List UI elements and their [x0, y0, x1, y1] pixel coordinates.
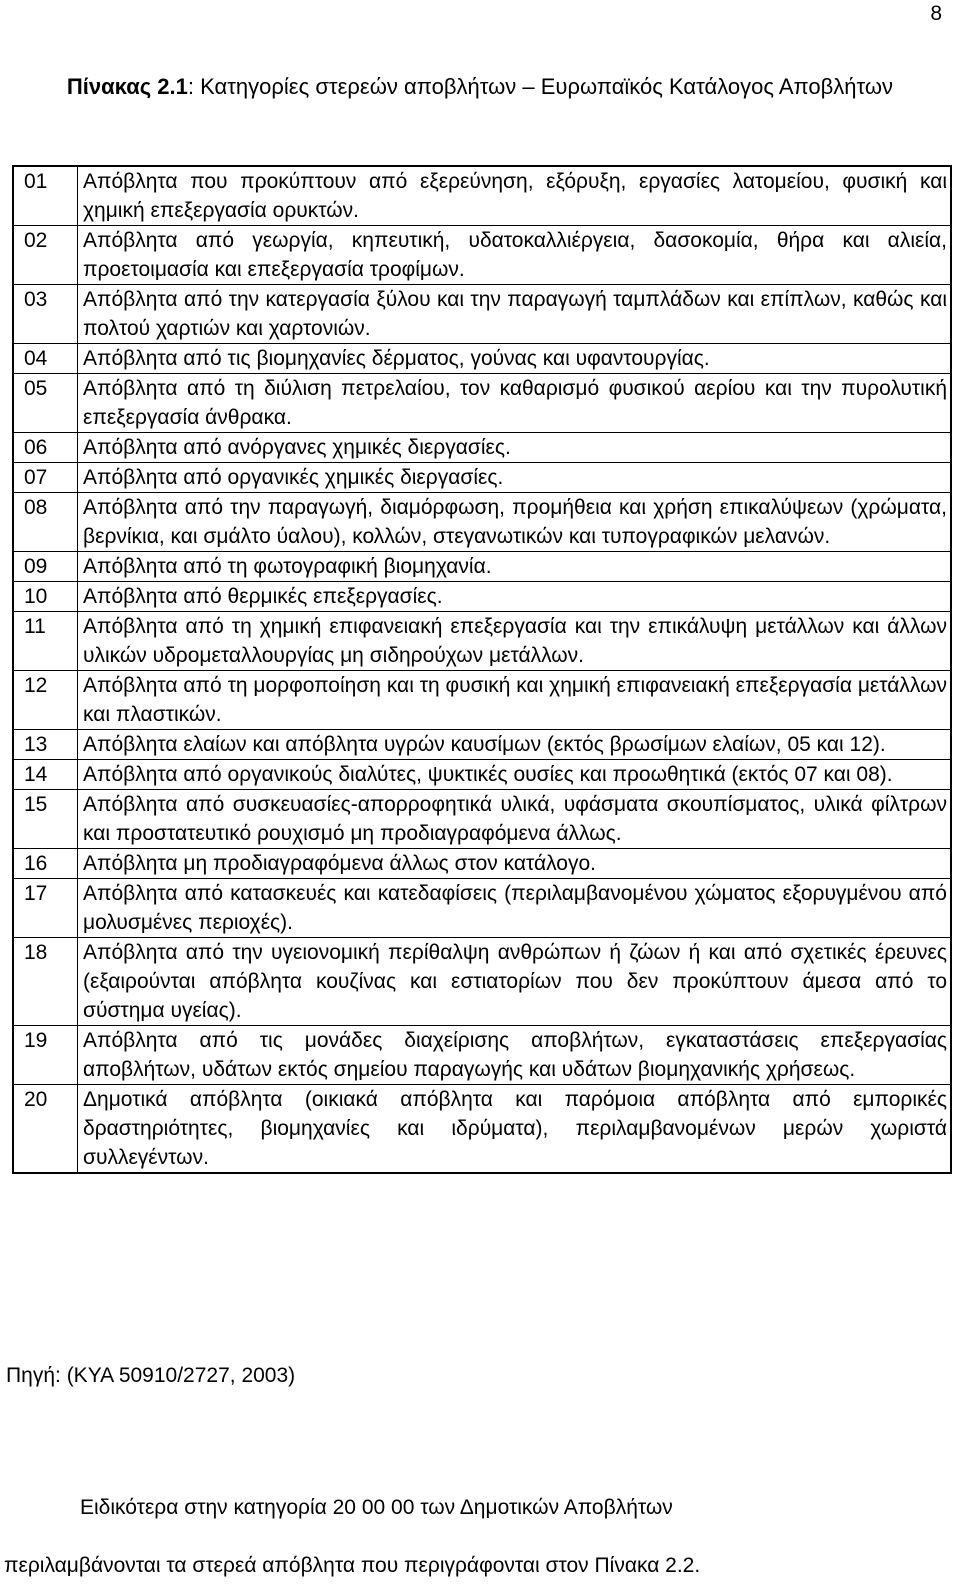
category-description: Δημοτικά απόβλητα (οικιακά απόβλητα και παρόμοια απόβλητα από εμπορικές δραστηριότητες, βιομηχανίες και ιδρύματα), περιλαμβανομένων μερών χωριστά συλλεγέντων.	[78, 1085, 952, 1174]
category-code: 03	[13, 285, 78, 344]
table-row	[13, 1085, 951, 1174]
category-description: Απόβλητα από οργανικούς διαλύτες, ψυκτικές ουσίες και προωθητικά (εκτός 07 και 08).	[78, 760, 952, 790]
category-description: Απόβλητα από τη φωτογραφική βιομηχανία.	[78, 552, 952, 582]
category-code: 11	[13, 612, 78, 671]
category-code: 12	[13, 671, 78, 730]
table-row	[13, 671, 951, 730]
caption-text: : Κατηγορίες στερεών αποβλήτων – Ευρωπαϊκός Κατάλογος Αποβλήτων	[187, 74, 894, 99]
category-code: 07	[13, 463, 78, 493]
category-description: Απόβλητα από την υγειονομική περίθαλψη ανθρώπων ή ζώων ή και από σχετικές έρευνες (εξαιρούνται απόβλητα κουζίνας και εστιατορίων που δεν προκύπτουν άμεσα από το σύστημα υγείας).	[78, 938, 952, 1026]
table-row	[13, 433, 951, 463]
category-description: Απόβλητα που προκύπτουν από εξερεύνηση, εξόρυξη, εργασίες λατομείου, φυσική και χημική επεξεργασία ορυκτών.	[78, 166, 952, 226]
source-note: Πηγή: (ΚΥΑ 50910/2727, 2003)	[6, 1364, 296, 1387]
category-description: Απόβλητα από τη διύλιση πετρελαίου, τον καθαρισμό φυσικού αερίου και την πυρολυτική επεξεργασία άνθρακα.	[78, 374, 952, 433]
category-description: Απόβλητα από τη χημική επιφανειακή επεξεργασία και την επικάλυψη μετάλλων και άλλων υλικών υδρομεταλλουργίας μη σιδηρούχων μετάλλων.	[78, 612, 952, 671]
category-description: Απόβλητα από ανόργανες χημικές διεργασίες.	[78, 433, 952, 463]
table-row	[13, 285, 951, 344]
table-row	[13, 374, 951, 433]
table-row	[13, 730, 951, 760]
category-description: Απόβλητα από συσκευασίες-απορροφητικά υλικά, υφάσματα σκουπίσματος, υλικά φίλτρων και προστατευτικό ρουχισμό μη προδιαγραφόμενα άλλως.	[78, 790, 952, 849]
category-code: 06	[13, 433, 78, 463]
table-row	[13, 1026, 951, 1085]
category-code: 09	[13, 552, 78, 582]
category-description: Απόβλητα από τις μονάδες διαχείρισης αποβλήτων, εγκαταστάσεις επεξεργασίας αποβλήτων, υδάτων εκτός σημείου παραγωγής και υδάτων βιομηχανικής χρήσεως.	[78, 1026, 952, 1085]
category-description: Απόβλητα από τη μορφοποίηση και τη φυσική και χημική επιφανειακή επεξεργασία μετάλλων και πλαστικών.	[78, 671, 952, 730]
category-code: 18	[13, 938, 78, 1026]
category-code: 04	[13, 344, 78, 374]
table-row	[13, 344, 951, 374]
category-code: 20	[13, 1085, 78, 1174]
category-code: 19	[13, 1026, 78, 1085]
waste-categories-table	[12, 165, 952, 1174]
table-row	[13, 612, 951, 671]
footer-line-2: περιλαμβάνονται τα στερεά απόβλητα που περιγράφονται στον Πίνακα 2.2.	[4, 1554, 701, 1577]
category-code: 16	[13, 849, 78, 879]
table-row	[13, 552, 951, 582]
category-code: 10	[13, 582, 78, 612]
category-code: 14	[13, 760, 78, 790]
category-code: 08	[13, 493, 78, 552]
page-number: 8	[930, 2, 942, 25]
category-description: Απόβλητα από οργανικές χημικές διεργασίες.	[78, 463, 952, 493]
category-description: Απόβλητα από θερμικές επεξεργασίες.	[78, 582, 952, 612]
category-code: 13	[13, 730, 78, 760]
footer-paragraph	[4, 1479, 944, 1595]
caption-label: Πίνακας 2.1	[66, 74, 188, 99]
category-description: Απόβλητα από γεωργία, κηπευτική, υδατοκαλλιέργεια, δασοκομία, θήρα και αλιεία, προετοιμασία και επεξεργασία τροφίμων.	[78, 226, 952, 285]
table-row	[13, 938, 951, 1026]
table-row	[13, 493, 951, 552]
table-row	[13, 760, 951, 790]
category-description: Απόβλητα μη προδιαγραφόμενα άλλως στον κατάλογο.	[78, 849, 952, 879]
category-description: Απόβλητα από κατασκευές και κατεδαφίσεις (περιλαμβανομένου χώματος εξορυγμένου από μολυσμένες περιοχές).	[78, 879, 952, 938]
table-row	[13, 790, 951, 849]
table-body	[13, 166, 951, 1173]
table-row	[13, 463, 951, 493]
category-code: 05	[13, 374, 78, 433]
table-row	[13, 166, 951, 226]
category-description: Απόβλητα από την κατεργασία ξύλου και την παραγωγή ταμπλάδων και επίπλων, καθώς και πολτού χαρτιών και χαρτονιών.	[78, 285, 952, 344]
category-code: 17	[13, 879, 78, 938]
table-row	[13, 879, 951, 938]
table-row	[13, 226, 951, 285]
category-code: 02	[13, 226, 78, 285]
table-caption	[60, 72, 900, 101]
category-code: 15	[13, 790, 78, 849]
table-row	[13, 849, 951, 879]
category-description: Απόβλητα ελαίων και απόβλητα υγρών καυσίμων (εκτός βρωσίμων ελαίων, 05 και 12).	[78, 730, 952, 760]
footer-line-1: Ειδικότερα στην κατηγορία 20 00 00 των Δημοτικών Αποβλήτων	[80, 1496, 673, 1519]
table-row	[13, 582, 951, 612]
category-description: Απόβλητα από τις βιομηχανίες δέρματος, γούνας και υφαντουργίας.	[78, 344, 952, 374]
category-description: Απόβλητα από την παραγωγή, διαμόρφωση, προμήθεια και χρήση επικαλύψεων (χρώματα, βερνίκια, και σμάλτο ύαλου), κολλών, στεγανωτικών και τυπογραφικών μελανών.	[78, 493, 952, 552]
category-code: 01	[13, 166, 78, 226]
